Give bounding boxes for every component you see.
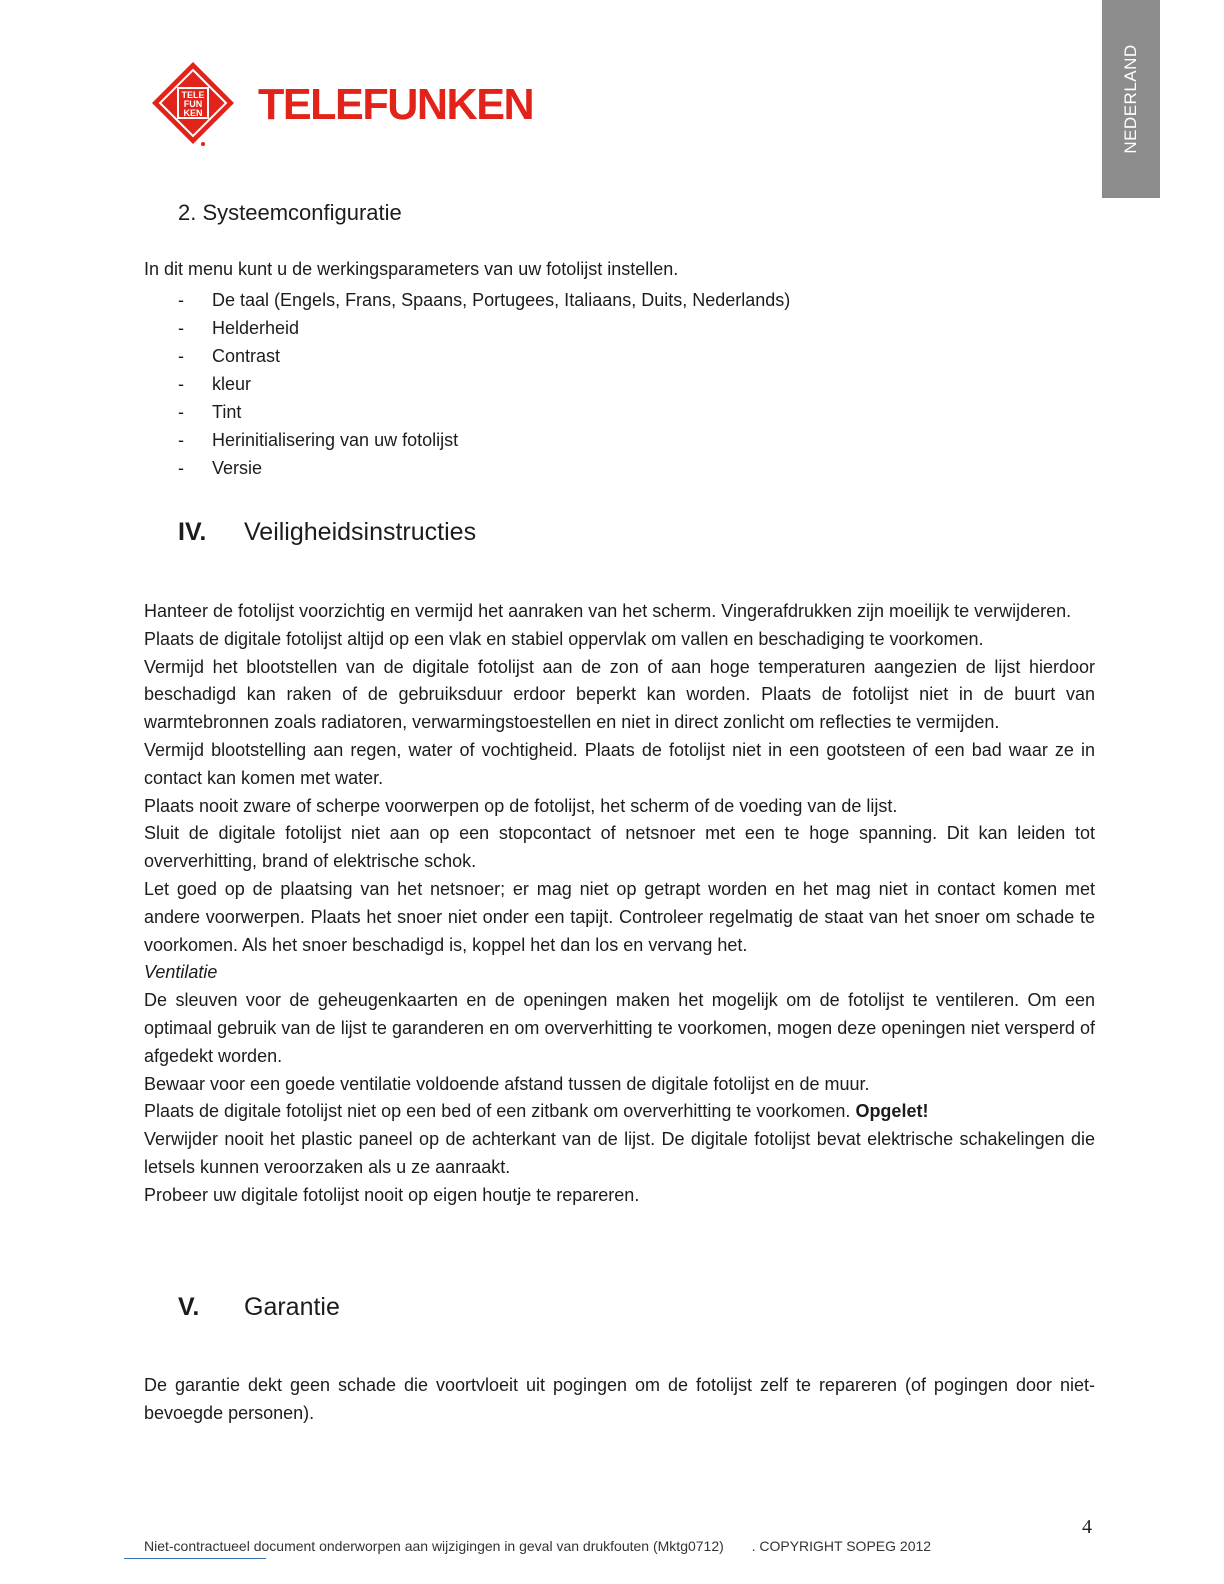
paragraph: Plaats de digitale fotolijst altijd op een vlak en stabiel oppervlak om vallen en beschadiging te voorkomen.: [144, 628, 984, 649]
paragraph: Let goed op de plaatsing van het netsnoer; er mag niet op getrapt worden en het mag niet in contact komen met andere voorwerpen. Plaats het snoer niet onder een tapijt. Controleer regelmatig de staat van het snoer om schade te voorkomen. Als het snoer beschadigd is, koppel het dan los en vervang het.: [144, 878, 1095, 955]
page-number: 4: [1082, 1516, 1092, 1538]
language-tab: [1102, 0, 1160, 198]
section4-heading: [178, 518, 476, 547]
footer: [144, 1538, 931, 1554]
paragraph: Hanteer de fotolijst voorzichtig en vermijd het aanraken van het scherm. Vingerafdrukken zijn moeilijk te verwijderen.: [144, 601, 1072, 621]
footer-divider: [124, 1558, 266, 1559]
paragraph: Vermijd blootstelling aan regen, water of vochtigheid. Plaats de fotolijst niet in een gootsteen of een bad waar ze in contact kan komen met water.: [144, 739, 1095, 788]
list-item: - Contrast: [178, 342, 790, 370]
list-item: - Herinitialisering van uw fotolijst: [178, 426, 790, 454]
ventilation-heading: Ventilatie: [144, 962, 218, 983]
settings-list: [178, 286, 790, 482]
telefunken-diamond-icon: [150, 60, 240, 150]
list-item: - Helderheid: [178, 314, 790, 342]
footer-disclaimer: Niet-contractueel document onderworpen aan wijzigingen in geval van drukfouten (Mktg0712): [144, 1538, 724, 1554]
language-tab-label: NEDERLAND: [1121, 44, 1140, 154]
warning-paragraph: [144, 1098, 1095, 1126]
footer-copyright: . COPYRIGHT SOPEG 2012: [751, 1538, 932, 1554]
logo-mark-line-3: KEN: [183, 108, 203, 118]
list-item: - kleur: [178, 370, 790, 398]
list-item: - Versie: [178, 454, 790, 482]
section5-heading: [178, 1293, 340, 1322]
paragraph: De sleuven voor de geheugenkaarten en de openingen maken het mogelijk om de fotolijst te ventileren. Om een optimaal gebruik van de lijst te garanderen en om oververhitting te voorkomen, mogen deze openingen niet versperd of afgedekt worden.: [144, 990, 1095, 1066]
logo-mark-line-2: FUN: [183, 99, 203, 109]
warning-lead: Plaats de digitale fotolijst niet op een bed of een zitbank om oververhitting te voorkomen.: [144, 1101, 851, 1122]
section5-number: V.: [178, 1293, 200, 1321]
safety-instructions: [144, 598, 1095, 1210]
section2-intro: In dit menu kunt u de werkingsparameters van uw fotolijst instellen.: [144, 259, 679, 279]
list-item: - De taal (Engels, Frans, Spaans, Portugees, Italiaans, Duits, Nederlands): [178, 286, 790, 314]
section4-number: IV.: [178, 518, 207, 546]
paragraph: Vermijd het blootstellen van de digitale fotolijst aan de zon of aan hoge temperaturen aangezien de lijst hierdoor beschadigd kan raken of de gebruiksduur erdoor beperkt kan worden. Plaats de fotolijst niet in de buurt van warmtebronnen zoals radiatoren, verwarmingstoestellen en niet in direct zonlicht om reflecties te vermijden.: [144, 656, 1095, 733]
paragraph: De garantie dekt geen schade die voortvloeit uit pogingen om de fotolijst zelf te repareren (of pogingen door niet-bevoegde personen).: [144, 1375, 1095, 1423]
paragraph: Probeer uw digitale fotolijst nooit op eigen houtje te repareren.: [144, 1184, 640, 1205]
logo-wordmark: TELEFUNKEN: [258, 80, 534, 129]
paragraph: Bewaar voor een goede ventilatie voldoende afstand tussen de digitale fotolijst en de muur.: [144, 1073, 870, 1094]
list-item: - Tint: [178, 398, 790, 426]
logo-mark-line-1: TELE: [181, 90, 205, 100]
paragraph: Plaats nooit zware of scherpe voorwerpen op de fotolijst, het scherm of de voeding van de lijst.: [144, 795, 898, 816]
section5-title: Garantie: [244, 1293, 340, 1321]
telefunken-logo: [150, 60, 534, 150]
paragraph: Verwijder nooit het plastic paneel op de achterkant van de lijst. De digitale fotolijst bevat elektrische schakelingen die letsels kunnen veroorzaken als u ze aanraakt.: [144, 1129, 1095, 1177]
warranty-text-block: [144, 1372, 1095, 1428]
section2-title: 2. Systeemconfiguratie: [178, 200, 402, 225]
section4-title: Veiligheidsinstructies: [244, 518, 477, 546]
warning-label: Opgelet!: [855, 1101, 929, 1122]
paragraph: Sluit de digitale fotolijst niet aan op een stopcontact of netsnoer met een te hoge spanning. Dit kan leiden tot oververhitting, brand of elektrische schok.: [144, 823, 1095, 872]
